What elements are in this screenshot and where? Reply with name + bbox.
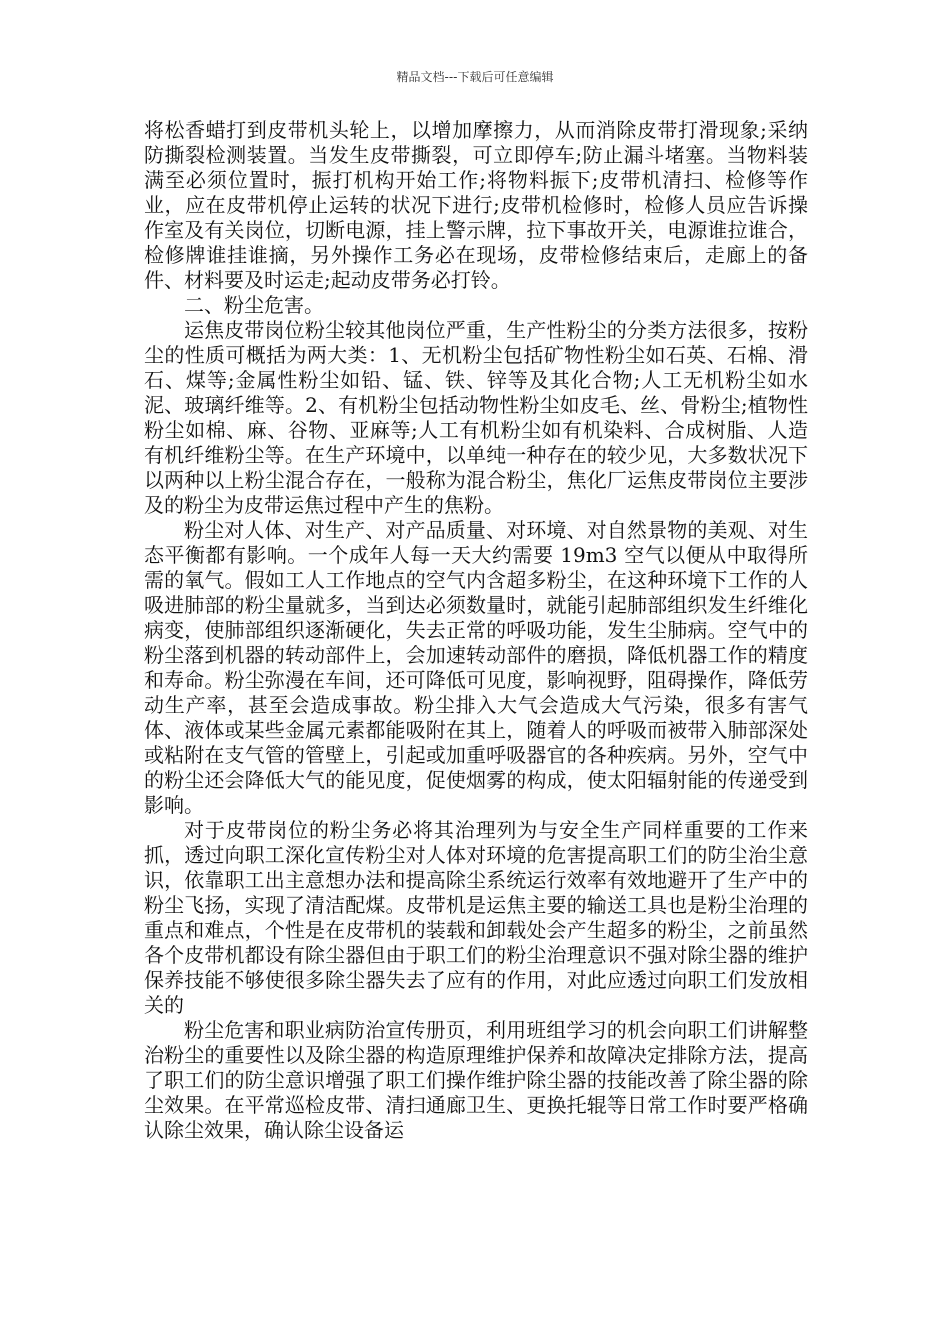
paragraph-dust-control: 对于皮带岗位的粉尘务必将其治理列为与安全生产同样重要的工作来抓，透过向职工深化宣传粉尘对人体对环境的危害提高职工们的防尘治尘意识，依靠职工出主意想办法和提高除尘系统运行效率有效地避开了生产中的粉尘飞扬，实现了清洁配煤。皮带机是运焦主要的输送工具也是粉尘治理的重点和难点，个性是在皮带机的装载和卸载处会产生超多的粉尘，之前虽然各个皮带机都设有除尘器但由于职工们的粉尘治理意识不强对除尘器的维护保养技能不够使很多除尘器失去了应有的作用，对此应透过向职工们发放相关的	[144, 818, 808, 1017]
document-body	[144, 118, 808, 1143]
page-header: 精品文档---下载后可任意编辑	[396, 70, 554, 84]
paragraph-belt-maintenance: 将松香蜡打到皮带机头轮上，以增加摩擦力，从而消除皮带打滑现象;采纳防撕裂检测装置。当发生皮带撕裂，可立即停车;防止漏斗堵塞。当物料装满至必须位置时，振打机构开始工作;将物料振下;皮带机清扫、检修等作业，应在皮带机停止运转的状况下进行;皮带机检修时，检修人员应告诉操作室及有关岗位，切断电源，挂上警示牌，拉下事故开关，电源谁拉谁合，检修牌谁挂谁摘，另外操作工务必在现场，皮带检修结束后，走廊上的备件、材料要及时运走;起动皮带务必打铃。	[144, 118, 808, 292]
section-heading-dust-hazard: 二、粉尘危害。	[184, 293, 324, 317]
paragraph-dust-training: 粉尘危害和职业病防治宣传册页，利用班组学习的机会向职工们讲解整治粉尘的重要性以及除尘器的构造原理维护保养和故障决定排除方法，提高了职工们的防尘意识增强了职工们操作维护除尘器的技能改善了除尘器的除尘效果。在平常巡检皮带、清扫通廊卫生、更换托辊等日常工作时要严格确认除尘效果，确认除尘设备运	[144, 1018, 808, 1142]
paragraph-dust-effects: 粉尘对人体、对生产、对产品质量、对环境、对自然景物的美观、对生态平衡都有影响。一个成年人每一天大约需要 19m3 空气以便从中取得所需的氧气。假如工人工作地点的空气内含超多粉尘，在这种环境下工作的人吸进肺部的粉尘量就多，当到达必须数量时，就能引起肺部组织发生纤维化病变，使肺部组织逐渐硬化，失去正常的呼吸功能，发生尘肺病。空气中的粉尘落到机器的转动部件上，会加速转动部件的磨损，降低机器工作的精度和寿命。粉尘弥漫在车间，还可降低可见度，影响视野，阻碍操作，降低劳动生产率，甚至会造成事故。粉尘排入大气会造成大气污染，很多有害气体、液体或某些金属元素都能吸附在其上，随着人的呼吸而被带入肺部深处或粘附在支气管的管壁上，引起或加重呼吸器官的各种疾病。另外，空气中的粉尘还会降低大气的能见度，促使烟雾的构成，使太阳辐射能的传递受到影响。	[144, 518, 808, 817]
paragraph-dust-classification: 运焦皮带岗位粉尘较其他岗位严重，生产性粉尘的分类方法很多，按粉尘的性质可概括为两大类：1、无机粉尘包括矿物性粉尘如石英、石棉、滑石、煤等;金属性粉尘如铅、锰、铁、锌等及其化合物;人工无机粉尘如水泥、玻璃纤维等。2、有机粉尘包括动物性粉尘如皮毛、丝、骨粉尘;植物性粉尘如棉、麻、谷物、亚麻等;人工有机粉尘如有机染料、合成树脂、人造有机纤维粉尘等。在生产环境中，以单纯一种存在的较少见，大多数状况下以两种以上粉尘混合存在，一般称为混合粉尘，焦化厂运焦皮带岗位主要涉及的粉尘为皮带运焦过程中产生的焦粉。	[144, 318, 808, 517]
